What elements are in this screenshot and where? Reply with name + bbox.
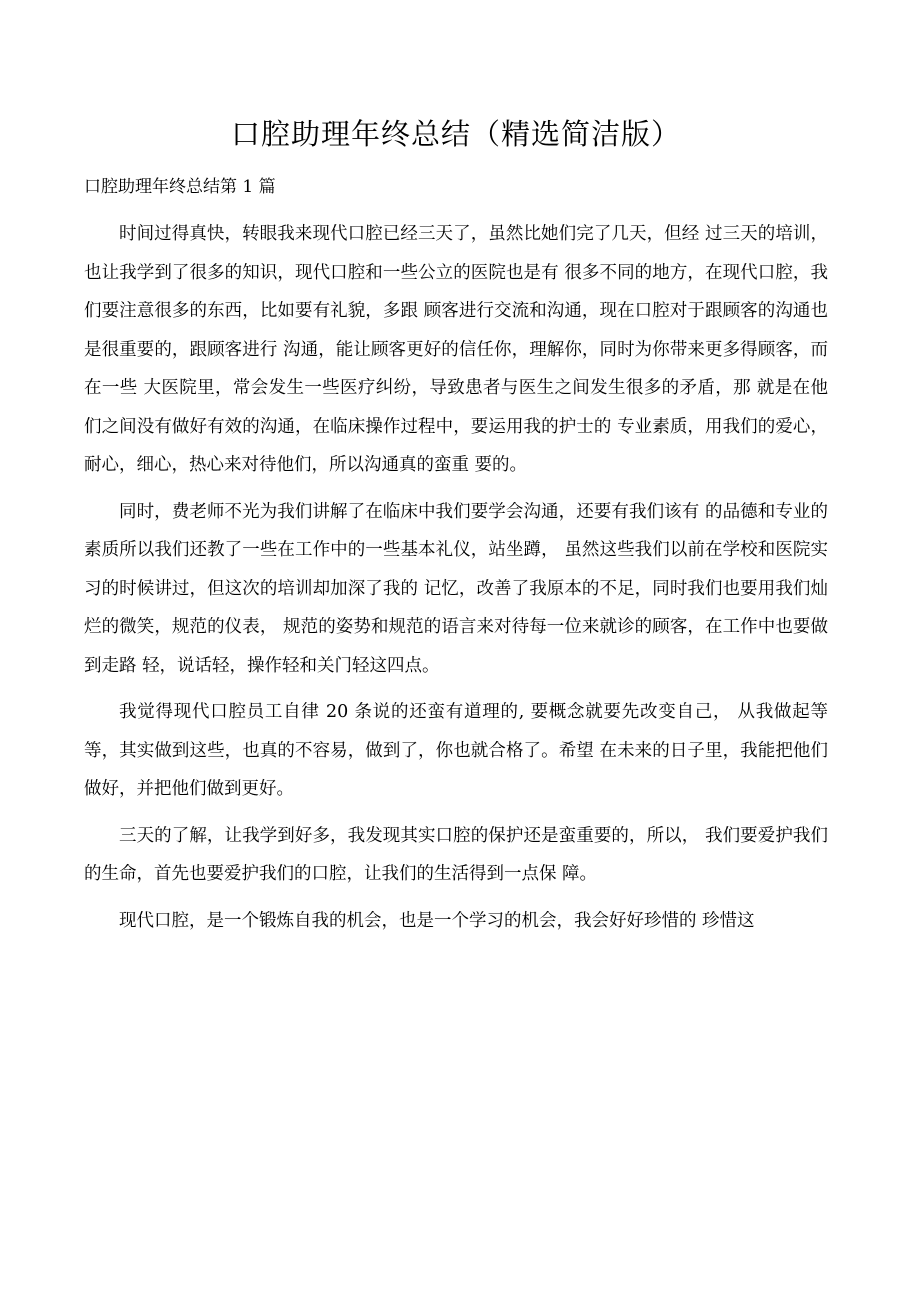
document-body [84, 215, 828, 948]
paragraph-1: 时间过得真快，转眼我来现代口腔已经三天了，虽然比她们完了几天，但经 过三天的培训，也让我学到了很多的知识，现代口腔和一些公立的医院也是有 很多不同的地方，在现代口腔，我们要注意很多的东西，比如要有礼貌，多跟 顾客进行交流和沟通，现在口腔对于跟顾客的沟通也是很重要的，跟顾客进行 沟通，能让顾客更好的信任你，理解你，同时为你带来更多得顾客，而在一些 大医院里，常会发生一些医疗纠纷，导致患者与医生之间发生很多的矛盾，那 就是在他们之间没有做好有效的沟通，在临床操作过程中，要运用我的护士的 专业素质，用我们的爱心，耐心，细心，热心来对待他们，所以沟通真的蛮重 要的。 [84, 224, 828, 475]
document-page [84, 0, 828, 1301]
paragraph-3: 我觉得现代口腔员工自律 20 条说的还蛮有道理的, 要概念就要先改变自己， 从我做起等等，其实做到这些，也真的不容易，做到了，你也就合格了。希望 在未来的日子里，我能把他们做好，并把他们做到更好。 [84, 702, 828, 799]
document-title: 口腔助理年终总结（精选简洁版） [230, 117, 681, 151]
document-subtitle: 口腔助理年终总结第 1 篇 [84, 177, 276, 197]
paragraph-2: 同时，费老师不光为我们讲解了在临床中我们要学会沟通，还要有我们该有 的品德和专业的素质所以我们还教了一些在工作中的一些基本礼仪，站坐蹲， 虽然这些我们以前在学校和医院实习的时候讲过，但这次的培训却加深了我的 记忆，改善了我原本的不足，同时我们也要用我们灿烂的微笑，规范的仪表， 规范的姿势和规范的语言来对待每一位来就诊的顾客，在工作中也要做到走路 轻，说话轻，操作轻和关门轻这四点。 [84, 501, 828, 676]
paragraph-5: 现代口腔，是一个锻炼自我的机会，也是一个学习的机会，我会好好珍惜的 珍惜这 [119, 910, 755, 931]
paragraph-4: 三天的了解，让我学到好多，我发现其实口腔的保护还是蛮重要的，所以， 我们要爱护我们的生命，首先也要爱护我们的口腔，让我们的生活得到一点保 障。 [84, 825, 828, 884]
